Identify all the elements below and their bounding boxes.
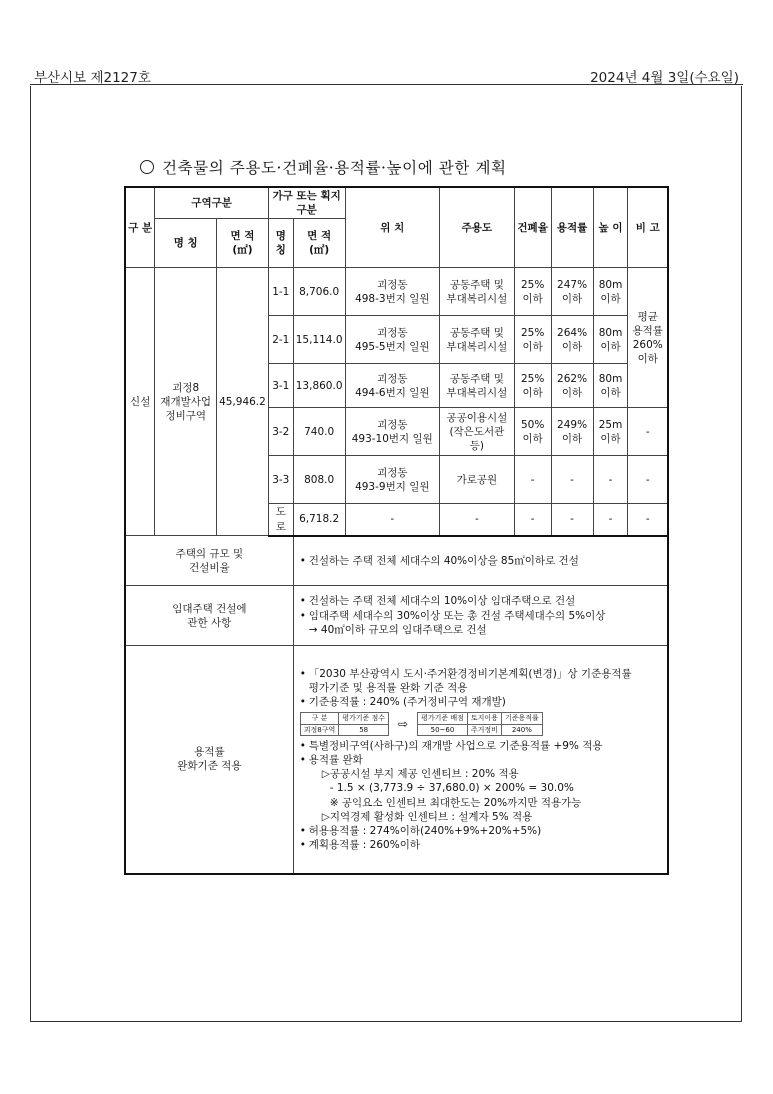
mini-cell: 58 <box>339 724 389 735</box>
bcr-cell: 25% 이하 <box>514 364 551 408</box>
height-cell: - <box>593 504 628 536</box>
header-height: 높 이 <box>593 187 628 268</box>
lot-name-cell: 3-2 <box>268 408 293 456</box>
mini-cell: 토지이용 <box>467 713 501 724</box>
lot-name-cell: 1-1 <box>268 268 293 316</box>
header-zone: 구역구분 <box>155 187 268 219</box>
rental-label: 임대주택 건설에 관한 사항 <box>125 586 293 646</box>
header-lot-name: 명 칭 <box>268 219 293 268</box>
lot-name-cell: 3-1 <box>268 364 293 408</box>
lot-name-cell: 3-3 <box>268 456 293 504</box>
circle-bullet-icon <box>140 160 154 174</box>
lot-area-cell: 8,706.0 <box>293 268 345 316</box>
header-location: 위 치 <box>345 187 440 268</box>
note-cell: - <box>628 504 668 536</box>
lot-name-cell: 도로 <box>268 504 293 536</box>
header-rule <box>30 84 743 85</box>
bcr-cell: - <box>514 504 551 536</box>
header-gubun: 구 분 <box>125 187 155 268</box>
far-relief-label: 용적률 완화기준 적용 <box>125 646 293 874</box>
height-cell: 80m 이하 <box>593 268 628 316</box>
zone-area-cell: 45,946.2 <box>217 268 269 536</box>
lot-name-cell: 2-1 <box>268 316 293 364</box>
lot-area-cell: 740.0 <box>293 408 345 456</box>
header-lot: 가구 또는 획지 구분 <box>268 187 345 219</box>
header-publication: 부산시보 제2127호 <box>34 70 151 86</box>
note-merged-cell: 평균 용적률 260% 이하 <box>628 268 668 408</box>
mini-cell: 50~60 <box>418 724 468 735</box>
far-cell: 264% 이하 <box>551 316 593 364</box>
bcr-cell: 50% 이하 <box>514 408 551 456</box>
plan-table <box>124 186 669 875</box>
mini-cell: 괴정8구역 <box>300 724 339 735</box>
scale-row <box>125 536 668 586</box>
use-cell: 공동주택 및 부대복리시설 <box>440 364 515 408</box>
location-cell: 괴정동 494-6번지 일원 <box>345 364 440 408</box>
height-cell: 80m 이하 <box>593 316 628 364</box>
height-cell: 80m 이하 <box>593 364 628 408</box>
bcr-cell: - <box>514 456 551 504</box>
header-lot-area: 면 적 (㎡) <box>293 219 345 268</box>
header-far: 용적률 <box>551 187 593 268</box>
arrow-icon: ⇨ <box>398 716 409 731</box>
note-cell: - <box>628 456 668 504</box>
use-cell: 공동주택 및 부대복리시설 <box>440 316 515 364</box>
header-zone-area: 면 적 (㎡) <box>217 219 269 268</box>
use-cell: 공동주택 및 부대복리시설 <box>440 268 515 316</box>
far-cell: 262% 이하 <box>551 364 593 408</box>
far-relief-row <box>125 646 668 874</box>
mini-cell: 기준용적률 <box>501 713 542 724</box>
header-date: 2024년 4월 3일(수요일) <box>590 70 739 86</box>
location-cell: - <box>345 504 440 536</box>
mini-cell: 평가기준 배점 <box>418 713 468 724</box>
scale-text: • 건설하는 주택 전체 세대수의 40%이상을 85㎡이하로 건설 <box>293 536 668 586</box>
rental-row <box>125 586 668 646</box>
far-cell: 247% 이하 <box>551 268 593 316</box>
height-cell: 25m 이하 <box>593 408 628 456</box>
zone-name-cell: 괴정8 재개발사업 정비구역 <box>155 268 217 536</box>
lot-area-cell: 15,114.0 <box>293 316 345 364</box>
bcr-cell: 25% 이하 <box>514 316 551 364</box>
header-use: 주용도 <box>440 187 515 268</box>
use-cell: 공공이용시설 (작은도서관 등) <box>440 408 515 456</box>
note-cell: - <box>628 408 668 456</box>
location-cell: 괴정동 493-10번지 일원 <box>345 408 440 456</box>
far-cell: - <box>551 504 593 536</box>
header-zone-name: 명 칭 <box>155 219 217 268</box>
mini-cell: 주거정비 <box>467 724 501 735</box>
lot-area-cell: 13,860.0 <box>293 364 345 408</box>
header-bcr: 건폐율 <box>514 187 551 268</box>
scale-label: 주택의 규모 및 건설비율 <box>125 536 293 586</box>
far-cell: 249% 이하 <box>551 408 593 456</box>
far-cell: - <box>551 456 593 504</box>
mini-cell: 구 분 <box>300 713 339 724</box>
far-relief-text: • 「2030 부산광역시 도시·주거환경정비기본계획(변경)」상 기준용적률 평가기준 및 용적률 완화 기준 적용 • 기준용적률 : 240% (주거정비구역 재개발) 구 분 평가기준 점수 ⇨ 평가기준 배점 토지이용 기준용적률 괴정8구역 58 50~60 주거정비 240% • 특별정비구역(사하구)의 재개발 사업으로 기준용적률 +9% 적용 • 용적률 완화 ▷공공시설 부지 제공 인센티브 : 20% 적용 - 1.5 × (3,773.9 ÷ 37,680.0) × 200% = 30.0% ※ 공익요소 인센티브 최대한도는 20%까지만 적용가능 ▷지역경제 활성화 인센티브 : 설계자 5% 적용 • 허용용적률 : 274%이하(240%+9%+20%+5%) • 계획용적률 : 260%이하 <box>293 646 668 874</box>
table-row <box>125 268 668 316</box>
location-cell: 괴정동 498-3번지 일원 <box>345 268 440 316</box>
bcr-cell: 25% 이하 <box>514 268 551 316</box>
use-cell: - <box>440 504 515 536</box>
height-cell: - <box>593 456 628 504</box>
use-cell: 가로공원 <box>440 456 515 504</box>
header-note: 비 고 <box>628 187 668 268</box>
location-cell: 괴정동 495-5번지 일원 <box>345 316 440 364</box>
lot-area-cell: 808.0 <box>293 456 345 504</box>
lot-area-cell: 6,718.2 <box>293 504 345 536</box>
category-cell: 신설 <box>125 268 155 536</box>
mini-cell: 240% <box>501 724 542 735</box>
page-title-text: 건축물의 주용도·건폐율·용적률·높이에 관한 계획 <box>162 159 507 177</box>
mini-cell: 평가기준 점수 <box>339 713 389 724</box>
rental-text: • 건설하는 주택 전체 세대수의 10%이상 임대주택으로 건설 • 임대주택 세대수의 30%이상 또는 총 건설 주택세대수의 5%이상 → 40㎡이하 규모의 임대주택으로 건설 <box>293 586 668 646</box>
location-cell: 괴정동 493-9번지 일원 <box>345 456 440 504</box>
page-title <box>140 156 507 178</box>
far-mini-table <box>300 712 543 736</box>
